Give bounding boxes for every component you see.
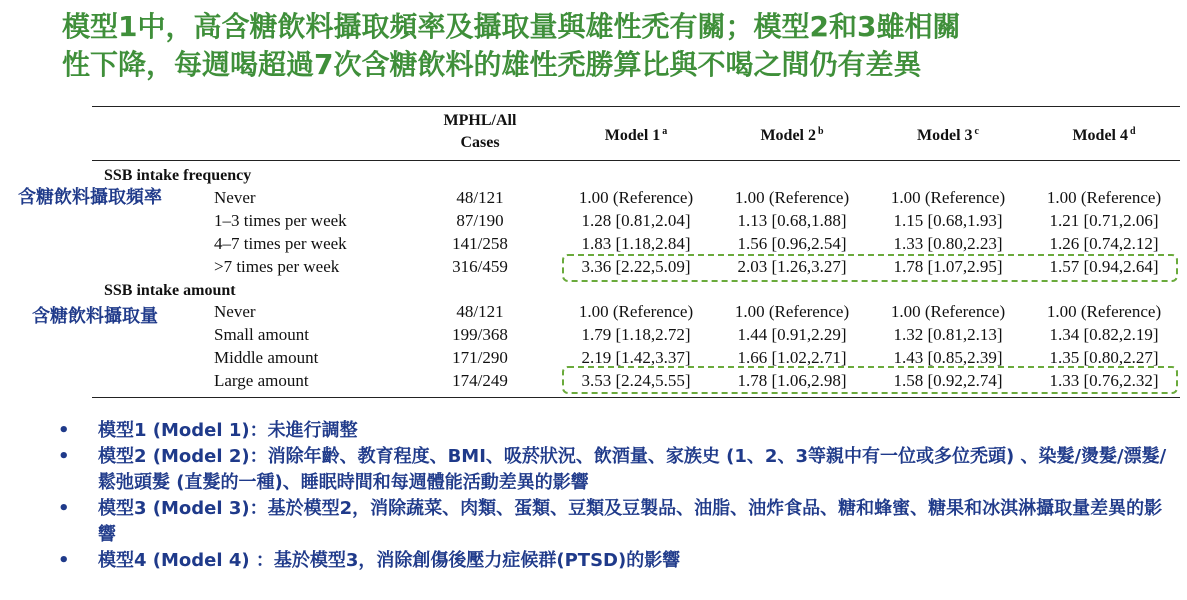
- table-bottom-rule: [92, 397, 1180, 398]
- bullet-icon: •: [58, 550, 70, 571]
- header-model-4: [1024, 121, 1184, 147]
- cell-cases: 199/368: [452, 325, 508, 344]
- cell-model-2: 1.44 [0.91,2.29]: [737, 325, 847, 344]
- row-label: 4–7 times per week: [214, 234, 347, 253]
- table-top-rule: [92, 106, 1180, 107]
- cell-model-4: 1.26 [0.74,2.12]: [1049, 234, 1159, 253]
- header-cases: [420, 110, 540, 154]
- cell-model-2: 1.66 [1.02,2.71]: [737, 348, 847, 367]
- cell-cases: 171/290: [452, 348, 508, 367]
- row-label: >7 times per week: [214, 257, 340, 276]
- note-text: 模型2 (Model 2)：消除年齡、教育程度、BMI、吸菸狀況、飲酒量、家族史 (1、2、3等親中有一位或多位禿頭) 、染髮/燙髮/漂髮/鬆弛頭髮 (直髮的一種)、睡眠時間和每週體能活動差異的影響: [98, 446, 1167, 493]
- section-title-amount: SSB intake amount: [104, 282, 236, 299]
- bullet-icon: •: [58, 446, 70, 467]
- cell-model-2: 2.03 [1.26,3.27]: [737, 257, 847, 276]
- cell-model-3: 1.15 [0.68,1.93]: [893, 211, 1003, 230]
- cn-label-frequency: 含糖飲料攝取頻率: [18, 187, 162, 208]
- cell-model-4: 1.00 (Reference): [1046, 302, 1162, 321]
- cell-cases: 48/121: [456, 188, 504, 207]
- cell-model-2: 1.56 [0.96,2.54]: [737, 234, 847, 253]
- bullet-icon: •: [58, 498, 70, 519]
- bullet-icon: •: [58, 420, 70, 441]
- header-model-1: [556, 121, 716, 147]
- cell-model-1: 1.28 [0.81,2.04]: [581, 211, 691, 230]
- cell-model-2: 1.78 [1.06,2.98]: [737, 371, 847, 390]
- header-model-3: [868, 121, 1028, 147]
- header-model-2: [712, 121, 872, 147]
- cell-model-1: 1.79 [1.18,2.72]: [581, 325, 691, 344]
- section-title-frequency: SSB intake frequency: [104, 167, 252, 184]
- title-line-2: 性下降，每週喝超過7次含糖飲料的雄性禿勝算比與不喝之間仍有差異: [62, 48, 922, 81]
- row-label: 1–3 times per week: [214, 211, 347, 230]
- cell-model-3: 1.78 [1.07,2.95]: [893, 257, 1003, 276]
- cell-model-1: 2.19 [1.42,3.37]: [581, 348, 691, 367]
- table-header-rule: [92, 160, 1180, 161]
- cell-model-3: 1.43 [0.85,2.39]: [893, 348, 1003, 367]
- header-model-2-label: Model 2: [760, 127, 816, 144]
- highlight-box-amount: [562, 366, 1178, 394]
- list-item: [58, 496, 1178, 548]
- header-model-1-label: Model 1: [604, 127, 661, 144]
- cell-model-2: 1.00 (Reference): [734, 302, 850, 321]
- header-cases-line-2: Cases: [460, 134, 500, 151]
- note-text: 模型1 (Model 1)：未進行調整: [98, 420, 358, 441]
- cell-cases: 316/459: [452, 257, 508, 276]
- cell-model-4: 1.00 (Reference): [1046, 188, 1162, 207]
- cell-cases: 141/258: [452, 234, 508, 253]
- row-label: Small amount: [214, 325, 309, 344]
- cell-model-3: 1.00 (Reference): [890, 302, 1006, 321]
- cell-model-2: 1.00 (Reference): [734, 188, 850, 207]
- header-model-1-sup: a: [662, 126, 668, 137]
- highlight-box-frequency: [562, 254, 1178, 282]
- row-label: Never: [214, 188, 256, 207]
- list-item: [58, 418, 1178, 444]
- model-notes-list: [58, 418, 1178, 574]
- cell-model-3: 1.33 [0.80,2.23]: [893, 234, 1003, 253]
- header-model-3-sup: c: [974, 126, 979, 137]
- header-model-4-label: Model 4: [1072, 127, 1128, 144]
- row-label: Never: [214, 302, 256, 321]
- note-text: 模型3 (Model 3)：基於模型2，消除蔬菜、肉類、蛋類、豆類及豆製品、油脂、油炸食品、糖和蜂蜜、糖果和冰淇淋攝取量差異的影響: [98, 498, 1163, 545]
- cell-model-3: 1.58 [0.92,2.74]: [893, 371, 1003, 390]
- note-text: 模型4 (Model 4) ：基於模型3，消除創傷後壓力症候群(PTSD)的影響: [98, 550, 681, 571]
- cell-cases: 48/121: [456, 302, 504, 321]
- cell-model-2: 1.13 [0.68,1.88]: [737, 211, 847, 230]
- cell-model-4: 1.33 [0.76,2.32]: [1049, 371, 1159, 390]
- cell-model-1: 1.00 (Reference): [578, 188, 694, 207]
- cn-label-amount: 含糖飲料攝取量: [32, 306, 158, 327]
- header-model-3-label: Model 3: [917, 127, 973, 144]
- cell-model-3: 1.32 [0.81,2.13]: [893, 325, 1003, 344]
- header-model-4-sup: d: [1129, 126, 1136, 137]
- slide-title: [62, 8, 1172, 84]
- row-label: Middle amount: [214, 348, 319, 367]
- row-label: Large amount: [214, 371, 309, 390]
- title-line-1: 模型1中，高含糖飲料攝取頻率及攝取量與雄性禿有關；模型2和3雖相關: [62, 10, 961, 43]
- cell-model-4: 1.34 [0.82,2.19]: [1049, 325, 1159, 344]
- cell-model-3: 1.00 (Reference): [890, 188, 1006, 207]
- list-item: [58, 444, 1178, 496]
- cell-model-1: 1.00 (Reference): [578, 302, 694, 321]
- header-cases-line-1: MPHL/All: [443, 112, 517, 129]
- header-model-2-sup: b: [817, 126, 824, 137]
- cell-model-1: 3.36 [2.22,5.09]: [581, 257, 691, 276]
- cell-cases: 174/249: [452, 371, 508, 390]
- cell-model-4: 1.35 [0.80,2.27]: [1049, 348, 1159, 367]
- cell-model-1: 3.53 [2.24,5.55]: [581, 371, 691, 390]
- cell-model-1: 1.83 [1.18,2.84]: [581, 234, 691, 253]
- cell-cases: 87/190: [456, 211, 504, 230]
- cell-model-4: 1.57 [0.94,2.64]: [1049, 257, 1159, 276]
- list-item: [58, 548, 1178, 574]
- cell-model-4: 1.21 [0.71,2.06]: [1049, 211, 1159, 230]
